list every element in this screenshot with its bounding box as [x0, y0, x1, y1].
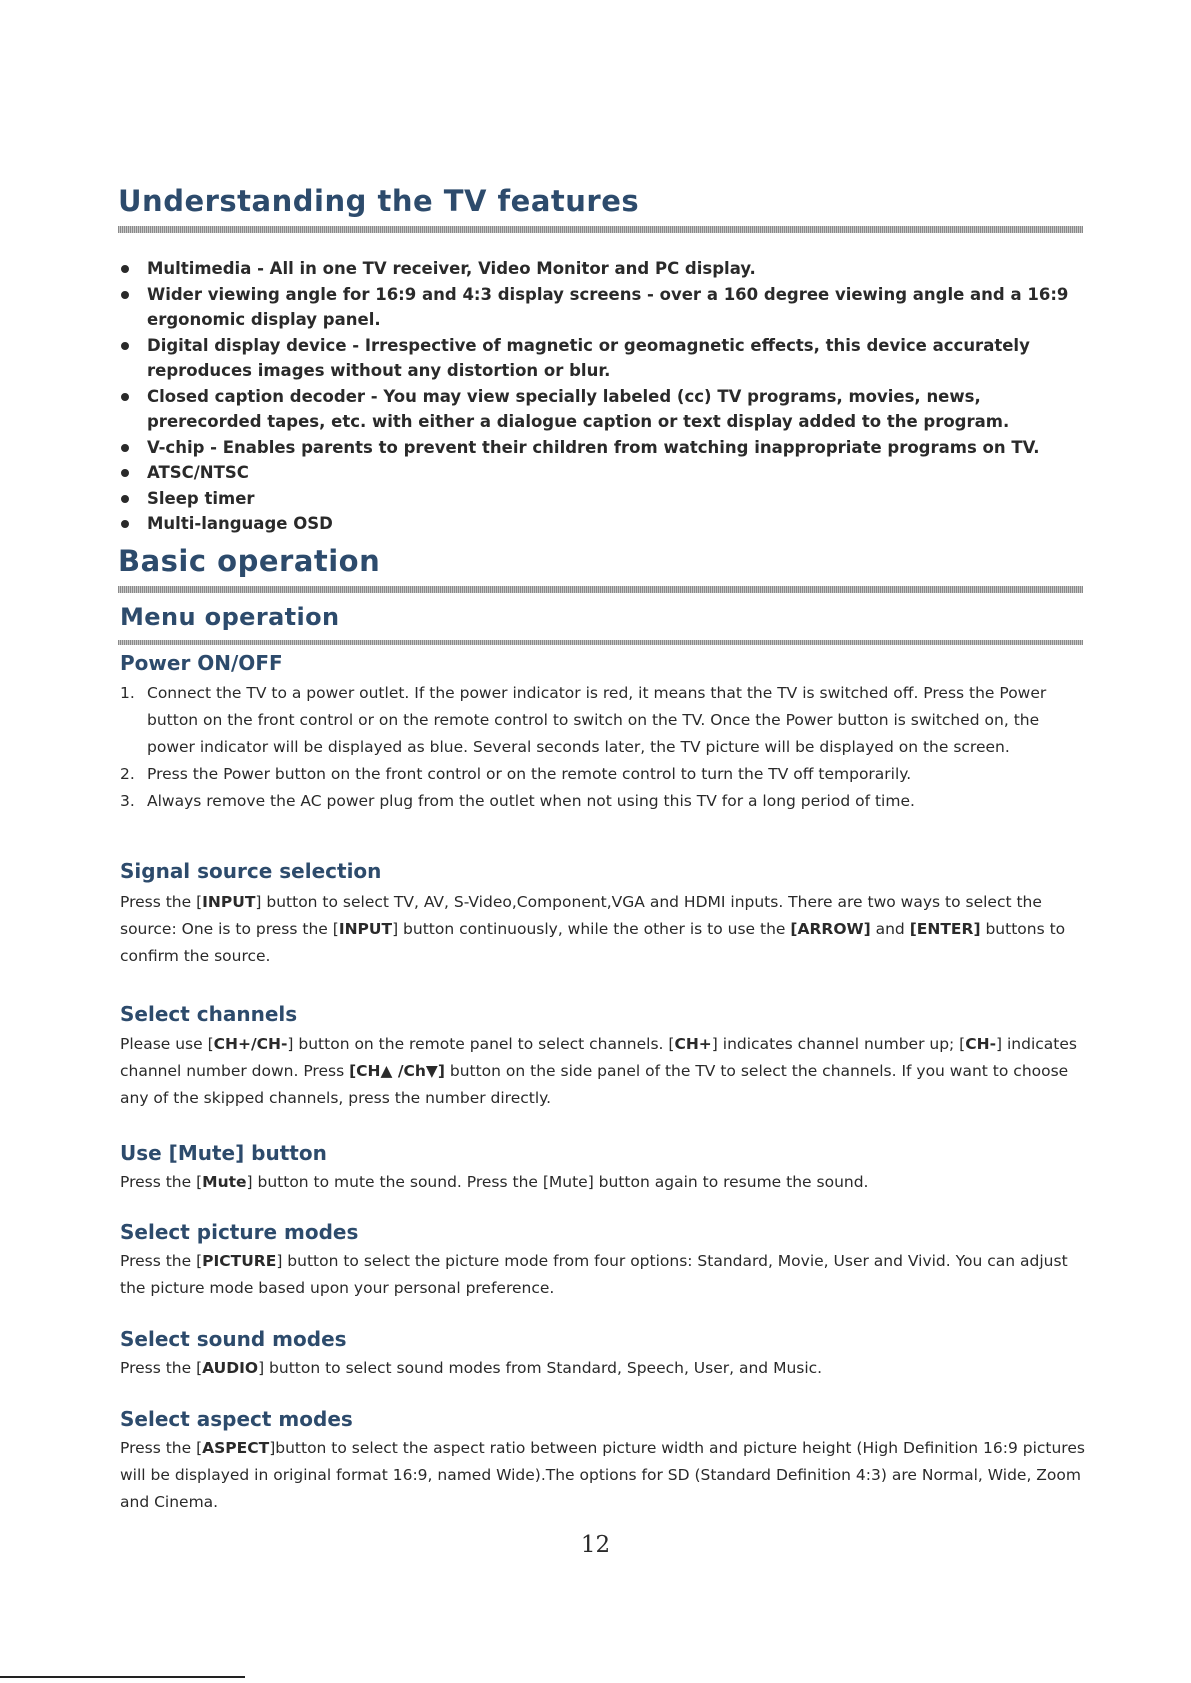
text: ] button to mute the sound. Press the [Mute] button again to resume the sound. — [246, 1173, 869, 1191]
list-item: Multi-language OSD — [120, 511, 1080, 537]
list-item: Sleep timer — [120, 486, 1080, 512]
button-name: Mute — [202, 1173, 247, 1191]
power-steps — [120, 680, 1080, 815]
text: ] button continuously, while the other is to use the — [392, 920, 791, 938]
heading-aspect: Select aspect modes — [120, 1407, 353, 1431]
aspect-paragraph — [120, 1435, 1085, 1516]
list-item — [120, 680, 1080, 761]
list-item: V-chip - Enables parents to prevent their children from watching inappropriate programs on TV. — [120, 435, 1080, 461]
text: ] button to select sound modes from Standard, Speech, User, and Music. — [258, 1359, 823, 1377]
feature-list — [120, 256, 1080, 537]
step-text: Connect the TV to a power outlet. If the power indicator is red, it means that the TV is switched off. Press the Power button on the front control or on the remote control to switch on the TV. Once the Power button is switched on, the power indicator will be displayed as blue. Several seconds later, the TV picture will be displayed on the screen. — [147, 684, 1047, 756]
button-name: [CH▲ /Ch▼] — [349, 1062, 445, 1080]
section-title-features: Understanding the TV features — [118, 184, 640, 218]
list-item: Multimedia - All in one TV receiver, Video Monitor and PC display. — [120, 256, 1080, 282]
button-name: [ARROW] — [790, 920, 871, 938]
step-number: 2. — [120, 765, 135, 783]
heading-channels: Select channels — [120, 1002, 298, 1026]
signal-paragraph — [120, 889, 1085, 970]
step-number: 3. — [120, 792, 135, 810]
text: ] button to select TV, AV, S-Video,Component,VGA and HDMI inputs. There are two ways to select the source: One is to press the [ — [120, 893, 1042, 938]
text: Press the [ — [120, 1252, 203, 1270]
section-title-basic: Basic operation — [118, 544, 381, 578]
picture-paragraph — [120, 1248, 1085, 1302]
text: ] indicates channel number down. Press — [120, 1035, 1077, 1080]
heading-signal: Signal source selection — [120, 859, 382, 883]
footer-rule — [0, 1676, 245, 1678]
list-item — [120, 761, 1080, 788]
button-name: INPUT — [202, 893, 256, 911]
section-divider — [118, 586, 1083, 593]
text: buttons to confirm the source. — [120, 920, 1066, 965]
page-number: 12 — [580, 1532, 611, 1558]
sound-paragraph — [120, 1355, 1085, 1382]
mute-paragraph — [120, 1169, 1085, 1196]
text: ] indicates channel number up; [ — [711, 1035, 966, 1053]
button-name: [ENTER] — [909, 920, 981, 938]
heading-picture: Select picture modes — [120, 1220, 359, 1244]
step-text: Always remove the AC power plug from the outlet when not using this TV for a long period of time. — [147, 792, 915, 810]
list-item: Digital display device - Irrespective of magnetic or geomagnetic effects, this device accurately reproduces images without any distortion or blur. — [120, 333, 1080, 384]
section-title-menu: Menu operation — [120, 603, 340, 631]
button-name: CH+ — [674, 1035, 712, 1053]
text: Press the [ — [120, 893, 203, 911]
heading-power: Power ON/OFF — [120, 651, 283, 675]
section-divider — [118, 226, 1083, 233]
list-item: ATSC/NTSC — [120, 460, 1080, 486]
text: and — [870, 920, 910, 938]
text: Press the [ — [120, 1439, 203, 1457]
list-item: Closed caption decoder - You may view specially labeled (cc) TV programs, movies, news, prerecorded tapes, etc. with either a dialogue caption or text display added to the program. — [120, 384, 1080, 435]
button-name: CH+/CH- — [213, 1035, 288, 1053]
button-name: ASPECT — [202, 1439, 270, 1457]
text: button on the side panel of the TV to select the channels. If you want to choose any of the skipped channels, press the number directly. — [120, 1062, 1069, 1107]
text: ]button to select the aspect ratio between picture width and picture height (High Definition 16:9 pictures will be displayed in original format 16:9, named Wide).The options for SD (Standard Definition 4:3) are Normal, Wide, Zoom and Cinema. — [120, 1439, 1085, 1511]
list-item: Wider viewing angle for 16:9 and 4:3 display screens - over a 160 degree viewing angle and a 16:9 ergonomic display panel. — [120, 282, 1080, 333]
text: Press the [ — [120, 1173, 203, 1191]
button-name: PICTURE — [202, 1252, 277, 1270]
button-name: AUDIO — [202, 1359, 259, 1377]
text: ] button to select the picture mode from four options: Standard, Movie, User and Vivid. You can adjust the picture mode based upon your personal preference. — [120, 1252, 1068, 1297]
heading-sound: Select sound modes — [120, 1327, 347, 1351]
button-name: INPUT — [338, 920, 393, 938]
step-text: Press the Power button on the front control or on the remote control to turn the TV off temporarily. — [147, 765, 912, 783]
text: ] button on the remote panel to select channels. [ — [287, 1035, 675, 1053]
text: Please use [ — [120, 1035, 214, 1053]
step-number: 1. — [120, 684, 135, 702]
section-divider — [118, 640, 1083, 645]
heading-mute: Use [Mute] button — [120, 1141, 327, 1165]
list-item — [120, 788, 1080, 815]
button-name: CH- — [965, 1035, 997, 1053]
channels-paragraph — [120, 1031, 1085, 1112]
text: Press the [ — [120, 1359, 203, 1377]
